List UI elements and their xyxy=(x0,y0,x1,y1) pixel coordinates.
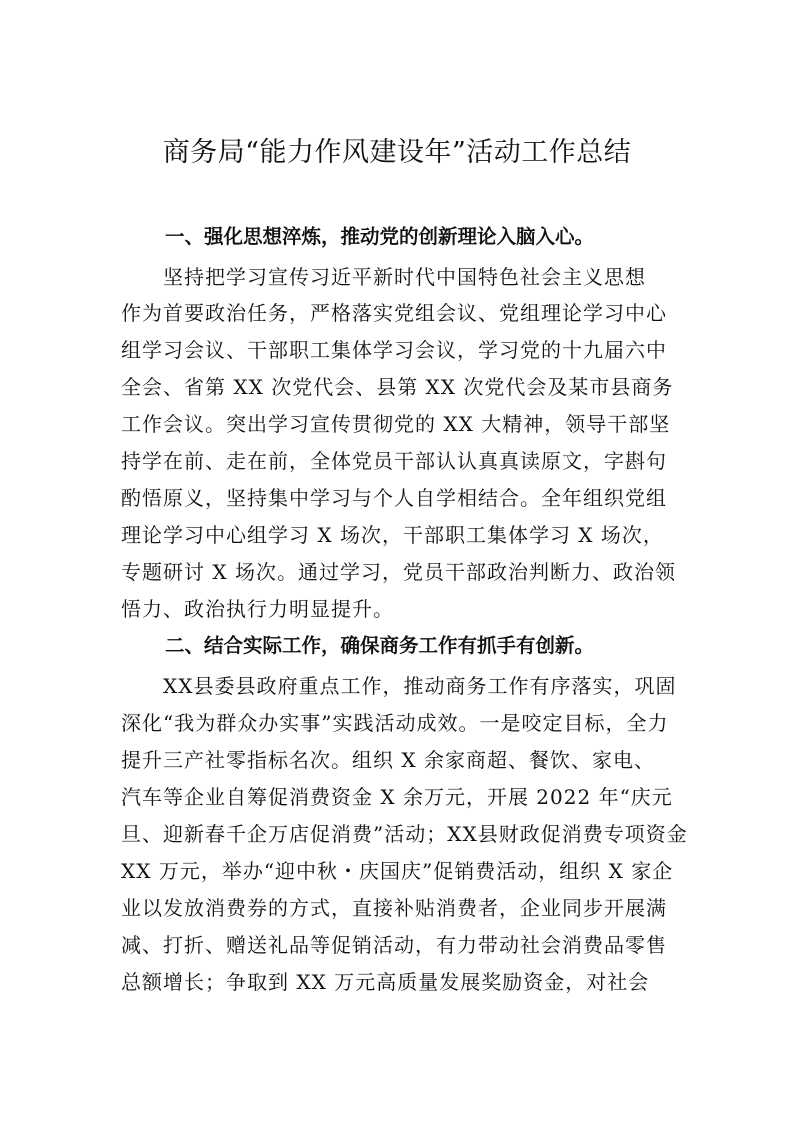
paragraph-line: 全会、省第 XX 次党代会、县第 XX 次党代会及某市县商务 xyxy=(121,375,674,399)
paragraph-line: XX县委县政府重点工作，推动商务工作有序落实，巩固 xyxy=(163,674,677,698)
paragraph-line: 提升三产社零指标名次。组织 X 余家商超、餐饮、家电、 xyxy=(121,748,655,772)
paragraph-line: 工作会议。突出学习宣传贯彻党的 XX 大精神，领导干部坚 xyxy=(121,412,671,436)
section-heading-2: 二、结合实际工作，确保商务工作有抓手有创新。 xyxy=(165,634,595,657)
paragraph-line: 坚持把学习宣传习近平新时代中国特色社会主义思想 xyxy=(163,265,646,289)
paragraph-line: 旦、迎新春千企万店促消费”活动；XX县财政促消费专项资金 xyxy=(121,822,688,846)
paragraph-line: 组学习会议、干部职工集体学习会议，学习党的十九届六中 xyxy=(121,338,667,362)
paragraph-line: XX 万元，举办“迎中秋・庆国庆”促销费活动，组织 X 家企 xyxy=(121,859,674,883)
paragraph-line: 深化“我为群众办实事”实践活动成效。一是咬定目标，全力 xyxy=(121,711,669,735)
document-title: 商务局“能力作风建设年”活动工作总结 xyxy=(162,137,632,168)
paragraph-line: 作为首要政治任务，严格落实党组会议、党组理论学习中心 xyxy=(121,301,667,325)
paragraph-line: 悟力、政治执行力明显提升。 xyxy=(121,597,394,621)
paragraph-line: 业以发放消费券的方式，直接补贴消费者，企业同步开展满 xyxy=(121,896,667,920)
paragraph-line: 酌悟原义，坚持集中学习与个人自学相结合。全年组织党组 xyxy=(121,486,667,510)
paragraph-line: 总额增长；争取到 XX 万元高质量发展奖励资金，对社会 xyxy=(121,970,650,994)
paragraph-line: 汽车等企业自筹促消费资金 X 余万元，开展 2022 年“庆元 xyxy=(121,785,673,809)
paragraph-line: 理论学习中心组学习 X 场次，干部职工集体学习 X 场次， xyxy=(121,523,664,547)
paragraph-line: 专题研讨 X 场次。通过学习，党员干部政治判断力、政治领 xyxy=(121,560,676,584)
paragraph-line: 减、打折、赠送礼品等促销活动，有力带动社会消费品零售 xyxy=(121,933,667,957)
paragraph-line: 持学在前、走在前，全体党员干部认认真真读原文，字斟句 xyxy=(121,449,667,473)
section-heading-1: 一、强化思想淬炼，推动党的创新理论入脑入心。 xyxy=(165,225,595,248)
